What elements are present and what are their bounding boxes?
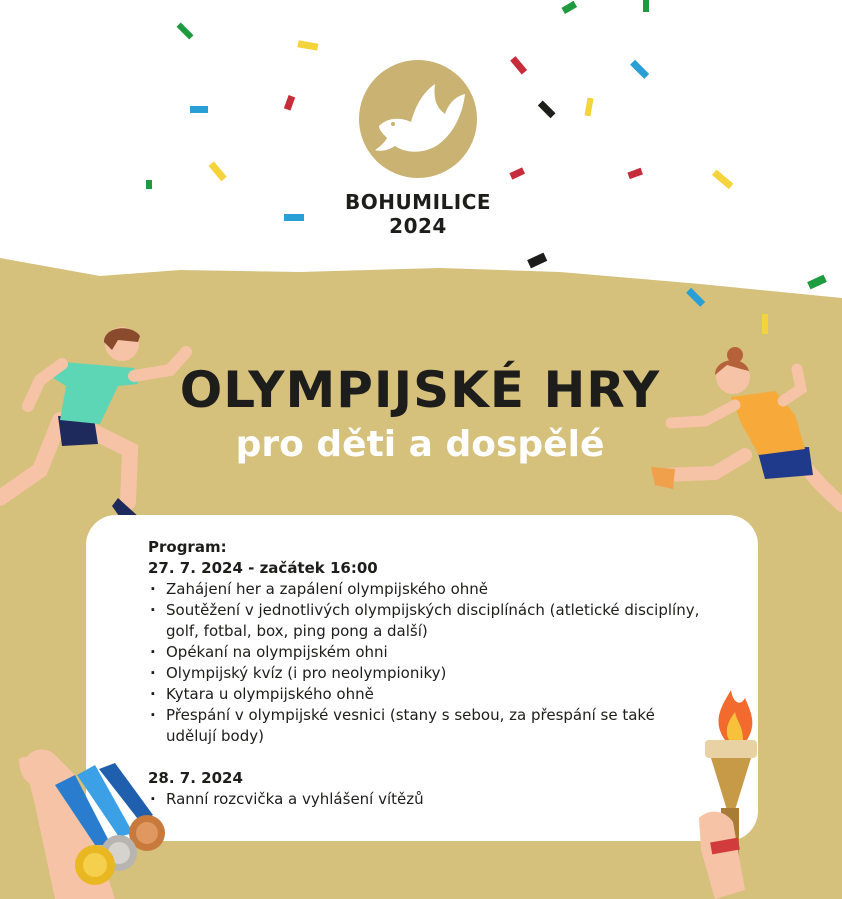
day1-list bbox=[148, 579, 708, 747]
runner-man-icon bbox=[0, 320, 200, 530]
day2-date: 28. 7. 2024 bbox=[148, 769, 243, 787]
program-heading: Program: bbox=[148, 538, 227, 556]
runner-woman-icon bbox=[645, 345, 842, 520]
logo bbox=[359, 60, 477, 178]
brand-name bbox=[318, 190, 518, 238]
day2-list bbox=[148, 789, 708, 810]
medals-icon bbox=[15, 745, 170, 899]
torch-icon bbox=[685, 690, 785, 899]
dove-icon bbox=[359, 60, 477, 178]
page-subtitle: pro děti a dospělé bbox=[235, 424, 605, 465]
list-item: · Soutěžení v jednotlivých olympijských disciplínách (atletické disciplíny, golf, fotbal, box, ping pong a další) bbox=[148, 600, 708, 642]
program-section bbox=[148, 537, 708, 810]
brand-line2: 2024 bbox=[389, 214, 447, 238]
list-item: · Přespání v olympijské vesnici (stany s sebou, za přespání se také udělují body) bbox=[148, 705, 708, 747]
list-item: · Olympijský kvíz (i pro neolympioniky) bbox=[148, 663, 708, 684]
day1-date: 27. 7. 2024 - začátek 16:00 bbox=[148, 559, 378, 577]
list-item: · Ranní rozcvička a vyhlášení vítězů bbox=[148, 789, 708, 810]
page-title: OLYMPIJSKÉ HRY bbox=[179, 361, 661, 419]
list-item: · Opékaní na olympijském ohni bbox=[148, 642, 708, 663]
list-item: · Zahájení her a zapálení olympijského ohně bbox=[148, 579, 708, 600]
brand-line1: BOHUMILICE bbox=[344, 190, 492, 214]
list-item: · Kytara u olympijského ohně bbox=[148, 684, 708, 705]
